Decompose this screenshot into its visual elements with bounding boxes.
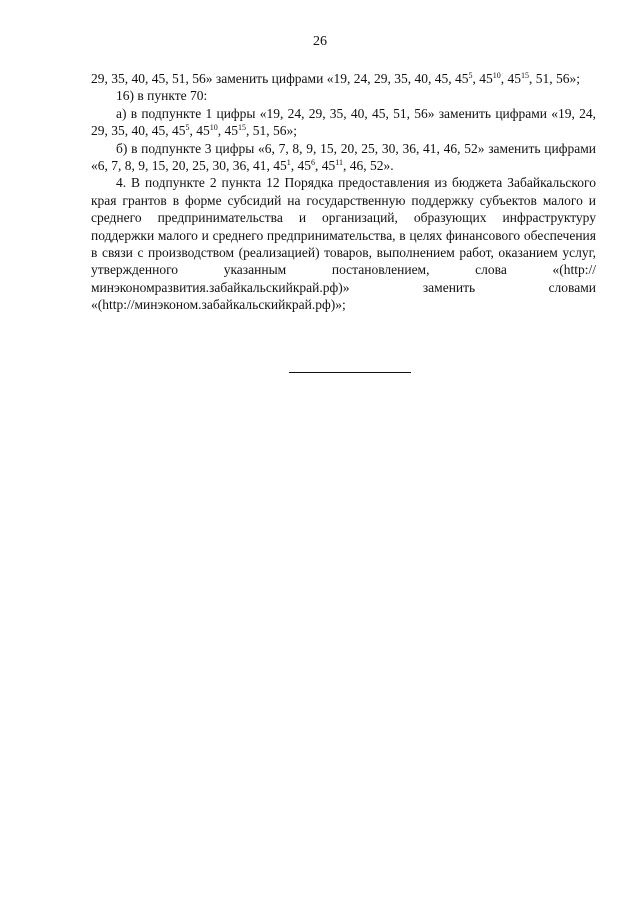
document-body <box>91 70 596 314</box>
paragraph-subitem-a: а) в подпункте 1 цифры «19, 24, 29, 35, 40, 45, 51, 56» заменить цифрами «19, 24, 29, 35, 40, 45, $45^5$, $45^{10}$, $45^{15}$, 51, 56»; <box>91 105 596 139</box>
paragraph-item-4-end: «(http://минэконом.забайкальскийкрай.рф)»; <box>91 297 346 313</box>
end-divider <box>289 372 411 373</box>
paragraph-item-16: 16) в пункте 70: <box>116 88 208 104</box>
page-number: 26 <box>313 34 327 49</box>
paragraph-subitem-b: б) в подпункте 3 цифры «6, 7, 8, 9, 15, 20, 25, 30, 36, 41, 46, 52» заменить цифрами «6, 7, 8, 9, 15, 20, 25, 30, 36, 41, $45^1$, $45^6$, $45^{11}$, 46, 52». <box>91 140 596 174</box>
paragraph-item-4: 4. В подпункте 2 пункта 12 Порядка предоставления из бюджета Забайкальского края грантов в форме субсидий на государственную поддержку субъектов малого и среднего предпринимательства и организаций, образующих инфраструктуру поддержки малого и среднего предпринимательства, в целях финансового обеспечения в связи с производством (реализацией) товаров, выполнением работ, оказанием услуг, утвержденного указанным постановлением, слова «(http://минэкономразвития.забайкальскийкрай.рф)» заменить словами <box>91 175 596 295</box>
paragraph-continuation: 29, 35, 40, 45, 51, 56» заменить цифрами «19, 24, 29, 35, 40, 45, $45^5$, $45^{10}$, $45^{15}$, 51, 56»; <box>91 71 580 86</box>
